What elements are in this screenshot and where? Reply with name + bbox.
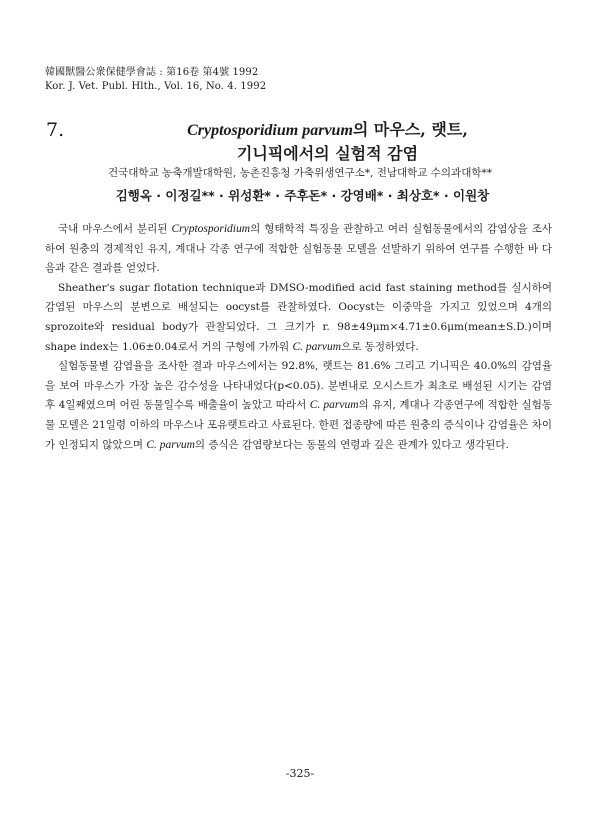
abstract-italic-term: C. parvum xyxy=(292,340,342,353)
article-number: 7. xyxy=(46,119,65,141)
article-title xyxy=(100,118,555,165)
title-line-1-rest: 의 마우스, 랫트, xyxy=(352,120,468,139)
abstract-text: 으로 동정하였다. xyxy=(341,340,419,353)
affiliations: 건국대학교 농축개발대학원, 농촌진흥청 가축위생연구소*, 전남대학교 수의과대학** xyxy=(108,167,492,179)
title-line-1 xyxy=(100,118,555,142)
abstract-text: 국내 마우스에서 분리된 xyxy=(58,223,172,235)
abstract-text: 실험동물별 감염율을 조사한 결과 마우스에서는 92.8%, 랫트는 81.6% 그리고 기니픽은 40.0%의 감염율을 보여 마우스가 가장 높은 감수성을 나타내었다(p<0.05). 분변내로 오시스트가 최초로 배설된 시기는 감염 후 4일째였으며 어린 동물일수록 배출율이 높았고 따라서 xyxy=(45,360,552,412)
abstract-text: 의 형태학적 특징을 관찰하고 여러 실험동물에서의 감염상을 조사하여 원충의 경제적인 유지, 계대나 각종 연구에 적합한 실험동물 모델을 선발하기 위하여 연구를 수행한 바 다음과 같은 결과를 얻었다. xyxy=(45,223,552,275)
abstract-text: Sheather's sugar flotation technique과 DMSO-modified acid fast staining method를 실시하여 감염된 마우스의 분변으로 배설되는 oocyst를 관찰하였다. Oocyst는 이중막을 가지고 있었으며 4개의 sprozoite와 residual body가 관찰되었다. 그 크기가 r. 98±49μm×4.71±0.6μm(mean±S.D.)이며 shape index는 1.06±0.04로서 거의 구형에 가까워 xyxy=(45,281,552,353)
abstract xyxy=(45,220,552,455)
abstract-paragraph-3 xyxy=(45,357,552,455)
title-line-2: 기니픽에서의 실험적 감염 xyxy=(236,144,419,163)
abstract-italic-term: C. parvum xyxy=(309,399,359,412)
abstract-paragraph-1 xyxy=(45,220,552,279)
abstract-text: 의 유지, 계대나 각종연구에 적합한 실험동물 모델은 21일령 이하의 마우스나 포유랫트라고 사료된다. 한편 접종량에 따른 원충의 증식이나 감염율은 차이가 인정되지 않았으며 xyxy=(45,399,552,451)
abstract-italic-term: C. parvum xyxy=(146,438,195,451)
journal-header xyxy=(45,66,266,94)
abstract-italic-term: Cryptosporidium xyxy=(171,223,251,235)
abstract-paragraph-2 xyxy=(45,279,552,357)
journal-header-english: Kor. J. Vet. Publ. Hlth., Vol. 16, No. 4. 1992 xyxy=(45,81,267,92)
journal-header-korean: 韓國獸醫公衆保健學會誌 : 第16卷 第4號 1992 xyxy=(45,67,259,78)
abstract-text: 의 증식은 감염량보다는 동물의 연령과 깊은 관계가 있다고 생각된다. xyxy=(194,438,509,451)
page-number: -325- xyxy=(285,767,315,780)
title-organism-name: Cryptosporidium parvum xyxy=(187,122,353,139)
authors: 김행옥 · 이정길** · 위성환* · 주후돈* · 강영배* · 최상호* · 이원창 xyxy=(115,188,490,203)
